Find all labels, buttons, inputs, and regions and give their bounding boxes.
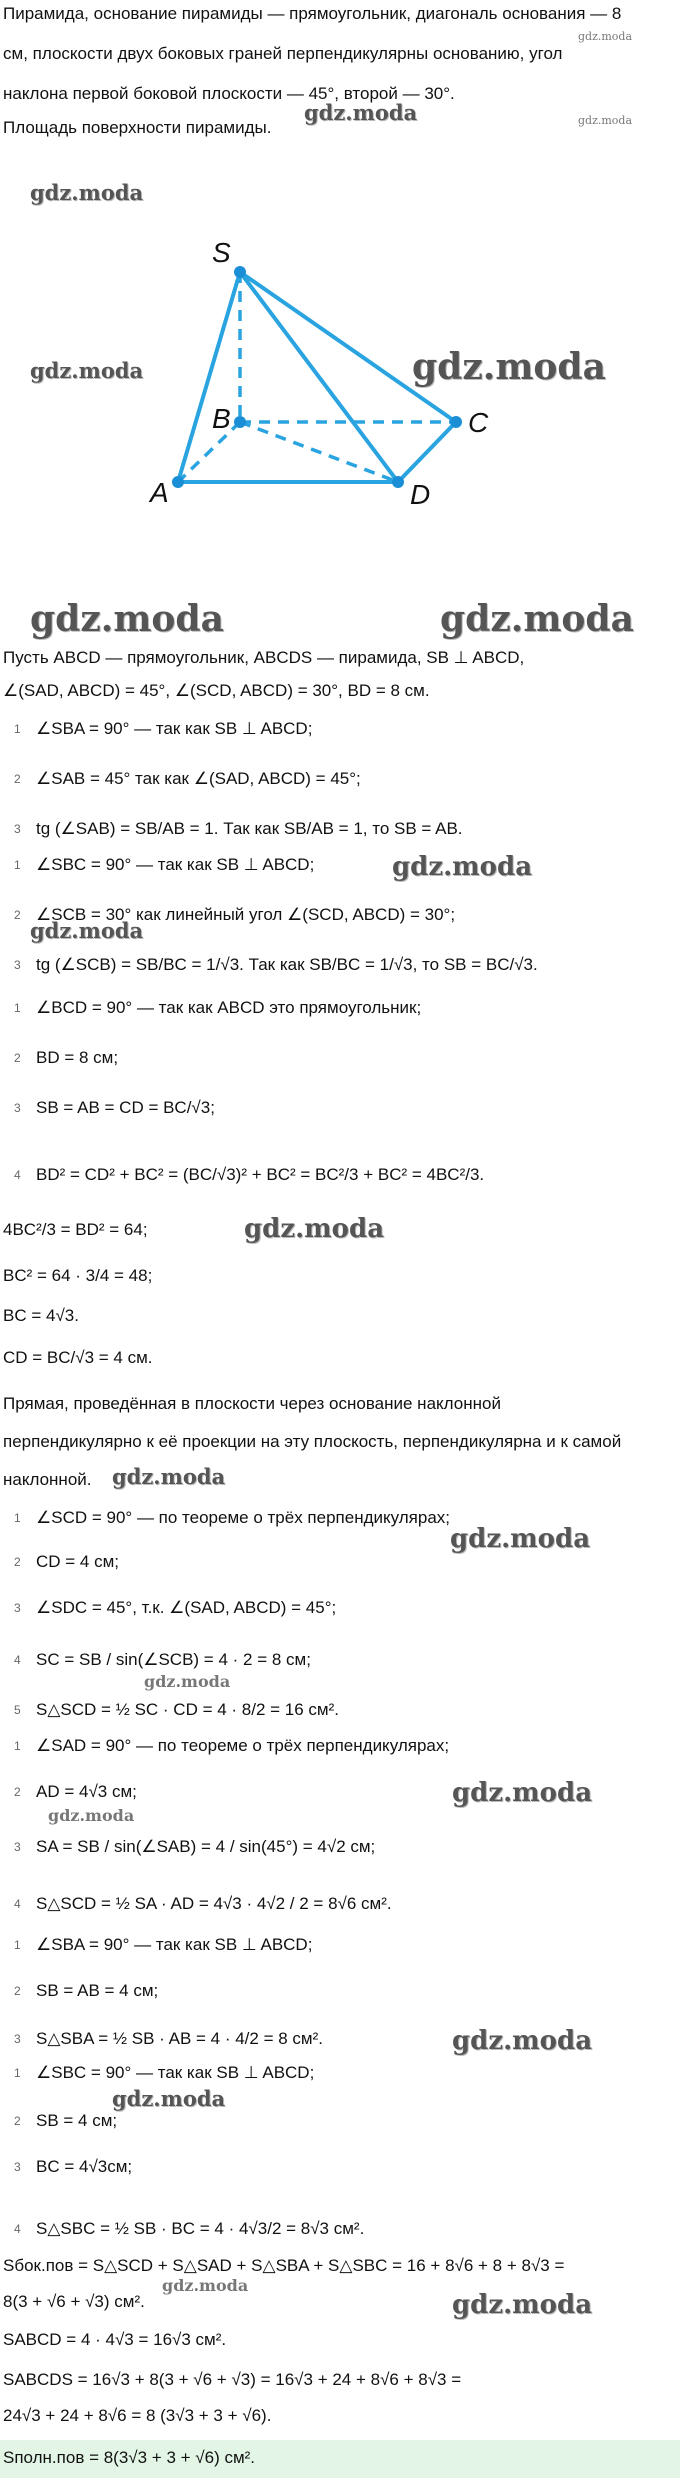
step-number: 3 — [14, 2160, 21, 2174]
step-number: 5 — [14, 1703, 21, 1717]
watermark: gdz.moda — [412, 346, 606, 388]
final-line: 8(3 + √6 + √3) см². — [3, 2292, 145, 2311]
step-text: ∠SBC = 90° — так как SB ⊥ ABCD; — [36, 2063, 315, 2082]
step-text: ∠SDC = 45°, т.к. ∠(SAD, ABCD) = 45°; — [36, 1598, 337, 1617]
step-number: 3 — [14, 1601, 21, 1615]
step-text: ∠SBC = 90° — так как SB ⊥ ABCD; — [36, 855, 315, 874]
theorem-line-2: перпендикулярно к её проекции на эту плоскость, перпендикулярна и к самой — [3, 1432, 622, 1451]
label-S: S — [212, 237, 231, 268]
calc-line: BC = 4√3. — [3, 1306, 79, 1325]
watermark: gdz.moda — [392, 852, 533, 882]
final-line: Sбок.пов = S△SCD + S△SAD + S△SBA + S△SBC = 16 + 8√6 + 8 + 8√3 = — [3, 2256, 565, 2275]
problem-line-2: см, плоскости двух боковых граней перпендикулярны основанию, угол — [3, 44, 563, 63]
watermark: gdz.moda — [304, 100, 418, 125]
step-text: BC = 4√3см; — [36, 2157, 133, 2176]
step-text: S△SCD = ½ SA · AD = 4√3 · 4√2 / 2 = 8√6 см². — [36, 1894, 392, 1913]
step-number: 2 — [14, 1555, 21, 1569]
step-number: 3 — [14, 2032, 21, 2046]
problem-line-3: наклона первой боковой плоскости — 45°, второй — 30°. — [3, 84, 455, 103]
step-number: 3 — [14, 1840, 21, 1854]
step-number: 2 — [14, 1984, 21, 1998]
step-text: ∠SBA = 90° — так как SB ⊥ ABCD; — [36, 1935, 313, 1954]
watermark: gdz.moda — [452, 2290, 593, 2320]
step-number: 2 — [14, 772, 21, 786]
theorem-line-3: наклонной. — [3, 1470, 92, 1489]
watermark: gdz.moda — [450, 1524, 591, 1554]
theorem-line-1: Прямая, проведённая в плоскости через основание наклонной — [3, 1394, 501, 1413]
calc-line: CD = BC/√3 = 4 см. — [3, 1348, 153, 1367]
point-D — [392, 476, 404, 488]
step-number: 4 — [14, 1897, 21, 1911]
step-text: AD = 4√3 см; — [36, 1782, 137, 1801]
step-number: 2 — [14, 2114, 21, 2128]
step-number: 1 — [14, 1739, 21, 1753]
step-number: 3 — [14, 822, 21, 836]
step-number: 2 — [14, 1785, 21, 1799]
step-number: 4 — [14, 2222, 21, 2236]
step-text: tg (∠SCB) = SB/BC = 1/√3. Так как SB/BC = 1/√3, то SB = BC/√3. — [36, 955, 538, 974]
step-text: SB = AB = CD = BC/√3; — [36, 1098, 215, 1117]
step-number: 4 — [14, 1168, 21, 1182]
edge-DC — [398, 422, 456, 482]
step-text: S△SCD = ½ SC · CD = 4 · 8/2 = 16 см². — [36, 1700, 340, 1719]
step-number: 3 — [14, 1101, 21, 1115]
step-text: ∠SAB = 45° так как ∠(SAD, ABCD) = 45°; — [36, 769, 361, 788]
solution-intro-1: Пусть ABCD — прямоугольник, ABCDS — пирамида, SB ⊥ ABCD, — [3, 648, 525, 667]
step-number: 1 — [14, 1938, 21, 1952]
watermark: gdz.moda — [578, 30, 633, 43]
watermark: gdz.moda — [144, 1672, 231, 1691]
final-line: SABCD = 4 · 4√3 = 16√3 см². — [3, 2330, 227, 2349]
solution-intro-2: ∠(SAD, ABCD) = 45°, ∠(SCD, ABCD) = 30°, BD = 8 см. — [3, 681, 430, 700]
watermark: gdz.moda — [162, 2276, 249, 2295]
step-number: 2 — [14, 1051, 21, 1065]
step-text: S△SBA = ½ SB · AB = 4 · 4/2 = 8 см². — [36, 2029, 323, 2048]
edge-SC — [240, 272, 456, 422]
watermark: gdz.moda — [244, 1214, 385, 1244]
step-text: SA = SB / sin(∠SAB) = 4 / sin(45°) = 4√2 см; — [36, 1837, 376, 1856]
step-number: 1 — [14, 858, 21, 872]
problem-line-1: Пирамида, основание пирамиды — прямоугольник, диагональ основания — 8 — [3, 4, 622, 23]
step-text: ∠SCB = 30° как линейный угол ∠(SCD, ABCD) = 30°; — [36, 905, 456, 924]
step-text: ∠SAD = 90° — по теореме о трёх перпендикулярах; — [36, 1736, 450, 1755]
answer-text: Sполн.пов = 8(3√3 + 3 + √6) см². — [3, 2448, 256, 2467]
step-text: tg (∠SAB) = SB/AB = 1. Так как SB/AB = 1, то SB = AB. — [36, 819, 463, 838]
step-text: ∠BCD = 90° — так как ABCD это прямоугольник; — [36, 998, 422, 1017]
step-number: 1 — [14, 1001, 21, 1015]
watermark: gdz.moda — [452, 2026, 593, 2056]
step-number: 1 — [14, 722, 21, 736]
step-text: SC = SB / sin(∠SCB) = 4 · 2 = 8 см; — [36, 1650, 311, 1669]
watermark: gdz.moda — [440, 598, 634, 640]
point-C — [450, 416, 462, 428]
step-number: 1 — [14, 1511, 21, 1525]
point-B — [234, 416, 246, 428]
label-B: B — [212, 403, 231, 434]
step-number: 2 — [14, 908, 21, 922]
calc-line: BC² = 64 · 3/4 = 48; — [3, 1266, 153, 1285]
step-number: 1 — [14, 2066, 21, 2080]
watermark: gdz.moda — [48, 1806, 135, 1825]
watermark: gdz.moda — [30, 598, 224, 640]
watermark: gdz.moda — [578, 114, 633, 127]
answer-highlight — [0, 2440, 680, 2478]
watermark: gdz.moda — [30, 180, 144, 205]
label-D: D — [410, 479, 431, 510]
problem-line-4: Площадь поверхности пирамиды. — [3, 118, 272, 137]
step-text: ∠SCD = 90° — по теореме о трёх перпендикулярах; — [36, 1508, 451, 1527]
step-number: 3 — [14, 958, 21, 972]
pyramid-figure — [0, 220, 680, 540]
point-S — [234, 266, 246, 278]
step-text: BD² = CD² + BC² = (BC/√3)² + BC² = BC²/3 + BC² = 4BC²/3. — [36, 1165, 485, 1184]
step-text: CD = 4 см; — [36, 1552, 120, 1571]
watermark: gdz.moda — [30, 918, 144, 943]
label-C: C — [468, 407, 489, 438]
step-number: 4 — [14, 1653, 21, 1667]
step-text: S△SBC = ½ SB · BC = 4 · 4√3/2 = 8√3 см². — [36, 2219, 365, 2238]
watermark: gdz.moda — [30, 358, 144, 383]
step-text: ∠SBA = 90° — так как SB ⊥ ABCD; — [36, 719, 313, 738]
label-A: A — [150, 477, 169, 508]
watermark: gdz.moda — [452, 1778, 593, 1808]
watermark: gdz.moda — [112, 1464, 226, 1489]
point-A — [172, 476, 184, 488]
step-text: SB = AB = 4 см; — [36, 1981, 159, 2000]
step-text: SB = 4 см; — [36, 2111, 118, 2130]
final-line: 24√3 + 24 + 8√6 = 8 (3√3 + 3 + √6). — [3, 2406, 272, 2425]
watermark: gdz.moda — [112, 2086, 226, 2111]
calc-line: 4BC²/3 = BD² = 64; — [3, 1220, 148, 1239]
step-text: BD = 8 см; — [36, 1048, 119, 1067]
final-line: SABCDS = 16√3 + 8(3 + √6 + √3) = 16√3 + 24 + 8√6 + 8√3 = — [3, 2370, 462, 2389]
